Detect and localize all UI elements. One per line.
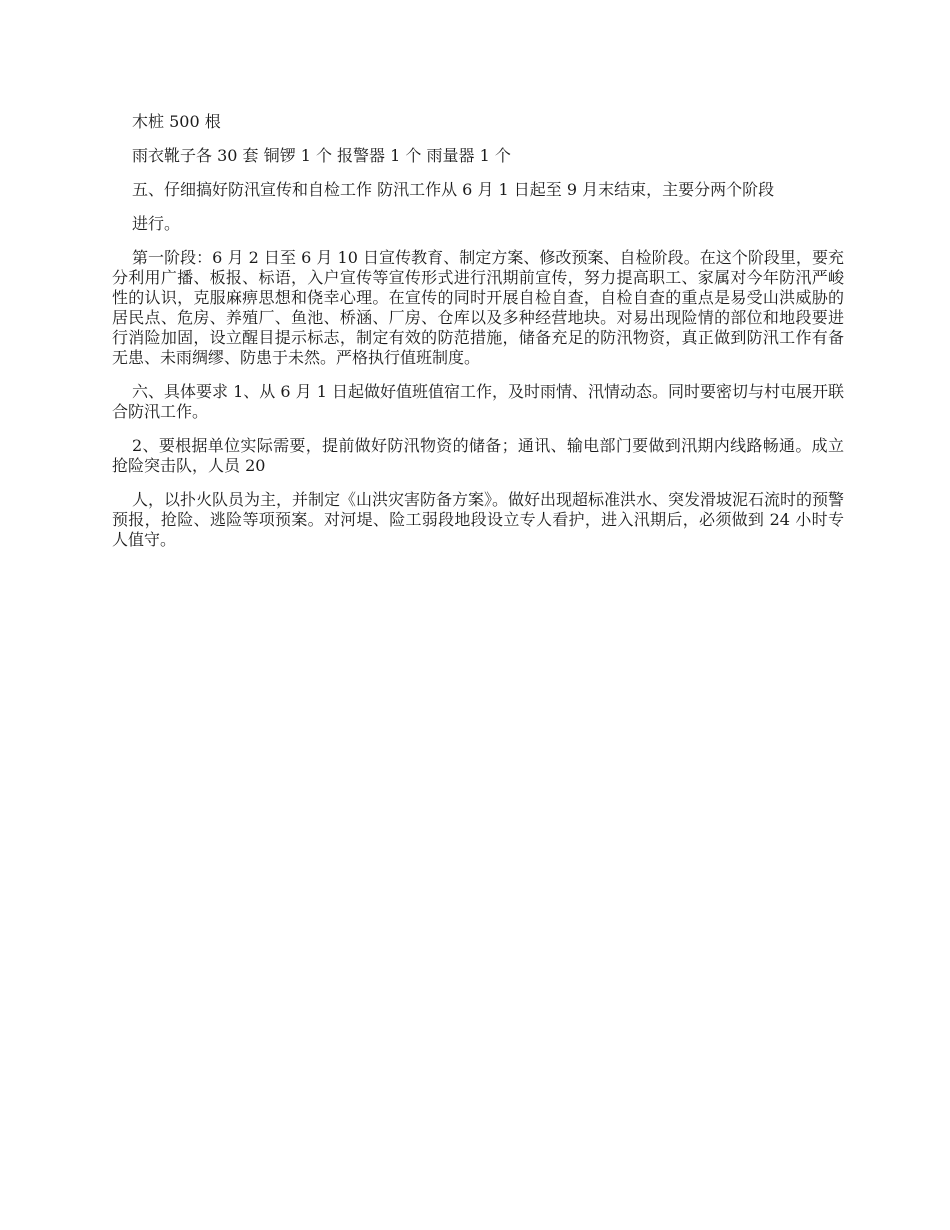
paragraph-materials-stakes: 木桩 500 根 (132, 112, 221, 131)
paragraph-section-five: 五、仔细搞好防汛宣传和自检工作 防汛工作从 6 月 1 日起至 9 月末结束，主要分两个阶段 (132, 180, 775, 199)
paragraph-section-six: 六、具体要求 1、从 6 月 1 日起做好值班值宿工作，及时雨情、汛情动态。同时要密切与村屯展开联合防汛工作。 (112, 382, 844, 421)
paragraph-materials-equipment: 雨衣靴子各 30 套 铜锣 1 个 报警器 1 个 雨量器 1 个 (132, 146, 511, 165)
document-page (112, 112, 844, 564)
paragraph-stage-one: 第一阶段：6 月 2 日至 6 月 10 日宣传教育、制定方案、修改预案、自检阶段。在这个阶段里，要充分利用广播、板报、标语，入户宣传等宣传形式进行汛期前宣传，努力提高职工、家属对今年防汛严峻性的认识，克服麻痹思想和侥幸心理。在宣传的同时开展自检自查，自检自查的重点是易受山洪威胁的居民点、危房、养殖厂、鱼池、桥涵、厂房、仓库以及多种经营地块。对易出现险情的部位和地段要进行消险加固，设立醒目提示标志，制定有效的防范措施，储备充足的防汛物资，真正做到防汛工作有备无患、未雨绸缪、防患于未然。严格执行值班制度。 (112, 248, 844, 367)
paragraph-requirement-two-cont: 人，以扑火队员为主，并制定《山洪灾害防备方案》。做好出现超标准洪水、突发滑坡泥石流时的预警预报，抢险、逃险等项预案。对河堤、险工弱段地段设立专人看护，进入汛期后，必须做到 24 小时专人值守。 (112, 490, 845, 549)
paragraph-section-five-cont: 进行。 (132, 214, 181, 233)
paragraph-requirement-two: 2、要根据单位实际需要，提前做好防汛物资的储备；通讯、输电部门要做到汛期内线路畅通。成立抢险突击队，人员 20 (112, 436, 844, 475)
